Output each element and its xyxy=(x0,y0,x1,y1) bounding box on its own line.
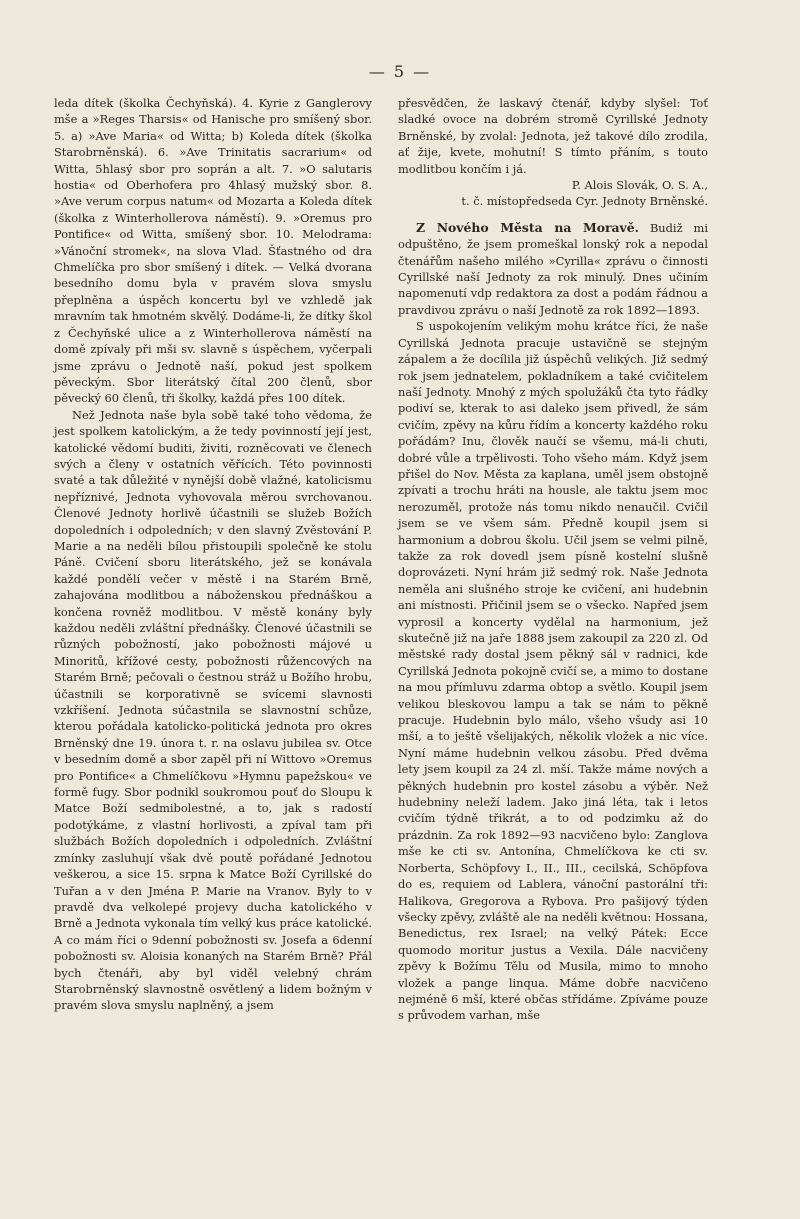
paragraph: leda dítek (školka Čechyňská). 4. Kyrie z Ganglerovy mše a »Reges Tharsis« od Hanische pro smíšený sbor. 5. a) »Ave Maria« od Witta; b) Koleda dítek (školka Starobrněnská). 6. »Ave Trinitatis sacrarium« od Witta, 5hlasý sbor pro soprán a alt. 7. »O salutaris hostia« od Oberhofera pro 4hlasý mužský sbor. 8. »Ave verum corpus natum« od Mozarta a Koleda dítek (školka z Winterhollerova náměstí). 9. »Oremus pro Pontifice« od Witta, smíšený sbor. 10. Melodrama: »Vánoční stromek«, na slova Vlad. Šťastného od dra Chmelíčka pro sbor smíšený i dítek. — Velká dvorana besedního domu byla v pravém slova smyslu přeplněna a úspěch koncertu byl ve vzhledě jak mravním tak hmotném skvělý. Dodáme-li, že dítky škol z Čechyňské ulice a z Winterhollerova náměstí na domě zpívaly při mši sv. slavně s úspěchem, vyčerpali jsme zprávu o Jednotě naší, pokud jest spolkem pěveckým. Sbor literátský čítal 200 členů, sbor pěvecký 60 členů, tři školky, každá přes 100 dítek. xyxy=(54,96,372,406)
paragraph: přesvědčen, že laskavý čtenář, kdyby slyšel: Toť sladké ovoce na dobrém stromě Cyrillské Jednoty Brněnské, by zvolal: Jednota, jež takové dílo zrodila, ať žije, kvete, mohutní! S tímto přáním, s touto modlitbou končím i já. xyxy=(398,96,708,176)
author-signature: P. Alois Slovák, O. S. A., xyxy=(571,178,708,193)
right-column xyxy=(398,95,708,1024)
author-title: t. č. místopředseda Cyr. Jednoty Brněnské. xyxy=(461,194,708,209)
article-start xyxy=(398,220,708,318)
paragraph: Než Jednota naše byla sobě také toho vědoma, že jest spolkem katolickým, a že tedy povinností její jest, katolické vědomí buditi, živiti, rozněcovati ve členech svých a členy v ostatních věřících. Této povinnosti svaté a tak důležité v nynější době vlažné, katolicismu nepříznivé, Jednota vyhovovala měrou svrchovanou. Členové Jednoty horlivě účastnili se služeb Božích dopoledních i odpoledních; v den slavný Zvěstování P. Marie a na neděli bílou přistoupili společně ke stolu Páně. Cvičení sboru literátského, jež se konávala každé pondělí večer v městě i na Starém Brně, zahajována modlitbou a náboženskou přednáškou a končena rovněž modlitbou. V městě konány byly každou neděli zvláštní přednášky. Členové účastnili se různých pobožností, jako pobožnosti májové u Minoritů, křížové cesty, pobožnosti růžencových na Starém Brně; pečovali o čestnou stráž u Božího hrobu, účastnili se korporativně se svícemi slavnosti vzkříšení. Jednota súčastnila se slavnostní schůze, kterou pořádala katolicko-politická jednota pro okres Brněnský dne 19. února t. r. na oslavu jubilea sv. Otce v besedním domě a sbor zapěl při ní Wittovo »Oremus pro Pontifice« a Chmelíčkovu »Hymnu papežskou« ve formě fugy. Sbor podnikl soukromou pouť do Sloupu k Matce Boží sedmibolestné, a to, jak s radostí podotýkáme, z vlastní horlivosti, a zpíval tam při službách Božích dopoledních i odpoledních. Zvláštní zmínky zasluhují však dvě poutě pořádané Jednotou veškerou, a sice 15. srpna k Matce Boží Cyrillské do Tuřan a v den Jména P. Marie na Vranov. Byly to v pravdě dva velkolepé projevy ducha katolického v Brně a Jednota vykonala tím velký kus práce katolické. A co mám říci o 9denní pobožnosti sv. Josefa a 6denní pobožnosti sv. Aloisia konaných na Starém Brně? Přál bych čtenáři, aby byl viděl velebný chrám Starobrněnský slavnostně osvětlený a lidem božným v pravém slova smyslu naplněný, a jsem xyxy=(54,407,372,1013)
left-column xyxy=(54,95,372,1014)
paragraph: S uspokojením velikým mohu krátce říci, že naše Cyrillská Jednota pracuje ustavičně se stejným zápalem a že docílila již úspěchů velikých. Již sedmý rok jsem jednatelem, pokladníkem a také cvičitelem naší Jednoty. Mnohý z mých spolužáků čta tyto řádky podiví se, kterak to asi daleko jsem přivedl, že sám cvičím, zpěvy na kůru řídím a koncerty každého roku pořádám? Inu, člověk naučí se všemu, má-li chuti, dobré vůle a trpělivosti. Toho všeho mám. Když jsem přišel do Nov. Města za kaplana, uměl jsem obstojně zpívati a trochu hráti na housle, ale taktu jsem moc nerozuměl, protože nás tomu nikdo nenaučil. Cvičil jsem se ve všem sám. Předně koupil jsem si harmonium a dobrou školu. Učil jsem se velmi pilně, takže za rok dovedl jsem písně kostelní slušně doprovázeti. Nyní hrám již sedmý rok. Naše Jednota neměla ani slušného stroje ke cvičení, ani hudebnin ani místnosti. Přičinil jsem se o všecko. Napřed jsem vyprosil a koncerty vydělal na harmonium, jež skutečně již na jaře 1888 jsem zakoupil za 220 zl. Od městské rady dostal jsem pěkný sál v radnici, kde Cyrillská Jednota pokojně cvičí se, a mimo to dostane na mou přímluvu zdarma obtop a světlo. Koupil jsem velikou bleskovou lampu a tak se nám to pěkně pracuje. Hudebnin bylo málo, všeho všudy asi 10 mší, a to ještě všelijakých, několik vložek a nic více. Nyní máme hudebnin velkou zásobu. Před dvěma lety jsem koupil za 24 zl. mší. Takže máme nových a pěkných hudebnin pro kostel zásobu a výběr. Než hudebniny neleží ladem. Jako jiná léta, tak i letos cvičím týdně třikrát, a to od podzimku až do prázdnin. Za rok 1892—93 nacvičeno bylo: Zanglova mše ke cti sv. Antonína, Chmelíčkova ke cti sv. Norberta, Schöpfovy I., II., III., cecilská, Schöpfova do es, requiem od Lablera, vánoční pastorální tři: Halikova, Gregorova a Rybova. Pro pašijový týden všecky zpěvy, zvláště ale na neděli květnou: Hossana, Benedictus, rex Israel; na velký Pátek: Ecce quomodo moritur justus a Vexila. Dále nacvičeny zpěvy k Božímu Tělu od Musila, mimo to mnoho vložek a pange linqua. Máme dobře nacvičeno nejméně 6 mší, které občas střídáme. Zpíváme pouze s průvodem varhan, mše xyxy=(398,319,708,1023)
article-heading: Z Nového Města na Moravě. xyxy=(416,219,639,235)
page-number: — 5 — xyxy=(368,62,432,81)
article-intro: Budiž mi odpuštěno, že jsem promeškal lonský rok a nepodal čtenářům našeho milého »Cyrilla« zprávu o činnosti Cyrillské naší Jednoty za rok minulý. Dnes učiním napomenutí vdp redaktora za dost a podám řádnou a pravdivou zprávu o naší Jednotě za rok 1892—1893. xyxy=(398,220,708,317)
